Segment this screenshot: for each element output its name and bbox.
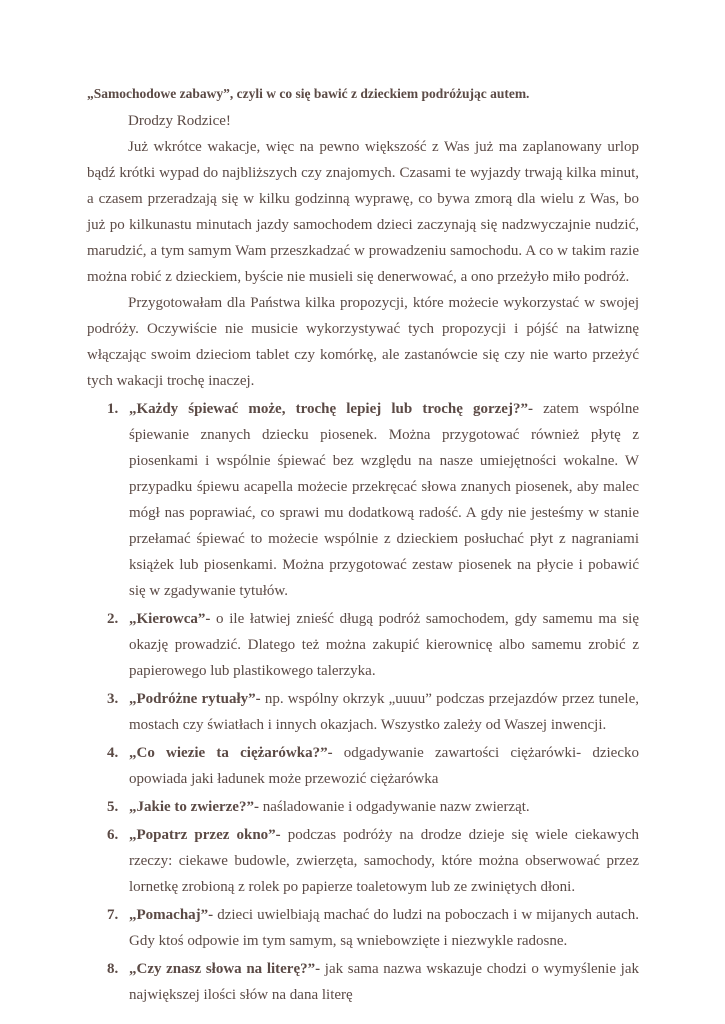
item-number: 6. — [107, 827, 119, 843]
list-item — [87, 822, 639, 900]
item-number: 4. — [107, 745, 119, 761]
item-heading: „Pomachaj”- — [129, 907, 214, 923]
item-number: 2. — [107, 611, 119, 627]
item-heading: „Każdy śpiewać może, trochę lepiej lub trochę gorzej?”- — [129, 401, 533, 417]
list-item — [87, 902, 639, 954]
list-item — [87, 956, 639, 1008]
item-heading: „Jakie to zwierze?”- — [129, 799, 259, 815]
intro-paragraph: Już wkrótce wakacje, więc na pewno większość z Was już ma zaplanowany urlop bądź krótki wypad do najbliższych czy znajomych. Czasami te wyjazdy trwają kilka minut, a czasem przeradzają się w kilku godzinną wyprawę, co bywa zmorą dla wielu z Was, bo już po kilkunastu minutach jazdy samochodem dzieci zaczynają się nadzwyczajnie nudzić, marudzić, a tym samym Wam przeszkadzać w prowadzeniu samochodu. A co w takim razie można robić z dzieckiem, byście nie musieli się denerwować, a ono przeżyło miło podróż. — [87, 139, 639, 285]
item-heading: „Czy znasz słowa na literę?”- — [129, 961, 321, 977]
item-number: 5. — [107, 799, 119, 815]
item-number: 3. — [107, 691, 119, 707]
item-text: zatem wspólne śpiewanie znanych dziecku piosenek. Można przygotować również płytę z piosenkami i wspólnie śpiewać bez względu na nasze umiejętności wokalne. W przypadku śpiewu acapella możecie przekręcać słowa znanych piosenek, aby malec mógł nas poprawiać, co sprawi mu dodatkową radość. A gdy nie jesteśmy w stanie przełamać śpiewać to możecie wspólnie z dzieckiem posłuchać płyt z nagraniami książek lub piosenkami. Można przygotować zestaw piosenek na płycie i pobawić się w zgadywanie tytułów. — [129, 401, 639, 599]
item-text: jak sama nazwa wskazuje chodzi o wymyślenie jak największej ilości słów na dana literę — [129, 961, 639, 1003]
item-heading: „Popatrz przez okno”- — [129, 827, 281, 843]
document-page — [87, 78, 639, 1010]
item-text: naśladowanie i odgadywanie nazw zwierząt. — [258, 799, 530, 815]
item-text: np. wspólny okrzyk „uuuu” podczas przejazdów przez tunele, mostach czy światłach i innych okazjach. Wszystko zależy od Waszej inwencji. — [129, 691, 639, 733]
document-title: „Samochodowe zabawy”, czyli w co się bawić z dzieckiem podróżując autem. — [87, 86, 530, 101]
list-item — [87, 686, 639, 738]
list-item — [87, 794, 639, 820]
item-heading: „Kierowca”- — [129, 611, 211, 627]
greeting: Drodzy Rodzice! — [128, 113, 231, 129]
proposals-paragraph: Przygotowałam dla Państwa kilka propozycji, które możecie wykorzystać w swojej podróży. Oczywiście nie musicie wykorzystywać tych propozycji i pójść na łatwiznę włączając swoim dzieciom tablet czy komórkę, ale zastanówcie się czy nie warto przeżyć tych wakacji trochę inaczej. — [87, 295, 639, 389]
item-text: dzieci uwielbiają machać do ludzi na poboczach i w mijanych autach. Gdy ktoś odpowie im tym samym, są wniebowzięte i niezwykle radosne. — [129, 907, 639, 949]
item-number: 1. — [107, 401, 119, 417]
list-item — [87, 396, 639, 604]
list-item — [87, 740, 639, 792]
item-text: odgadywanie zawartości ciężarówki- dziecko opowiada jaki ładunek może przewozić ciężarówka — [129, 745, 639, 787]
list-item — [87, 606, 639, 684]
item-heading: „Co wiezie ta ciężarówka?”- — [129, 745, 333, 761]
item-number: 8. — [107, 961, 119, 977]
item-text: o ile łatwiej znieść długą podróż samochodem, gdy samemu ma się okazję prowadzić. Dlatego też można zakupić kierownicę albo samemu zrobić z papierowego lub plastikowego talerzyka. — [129, 611, 639, 679]
item-number: 7. — [107, 907, 119, 923]
item-heading: „Podróżne rytuały”- — [129, 691, 261, 707]
item-text: podczas podróży na drodze dzieje się wiele ciekawych rzeczy: ciekawe budowle, zwierzęta, samochody, które można obserwować przez lornetkę zrobioną z rolek po papierze toaletowym lub ze zwiniętych dłoni. — [129, 827, 639, 895]
game-list — [87, 396, 639, 1008]
